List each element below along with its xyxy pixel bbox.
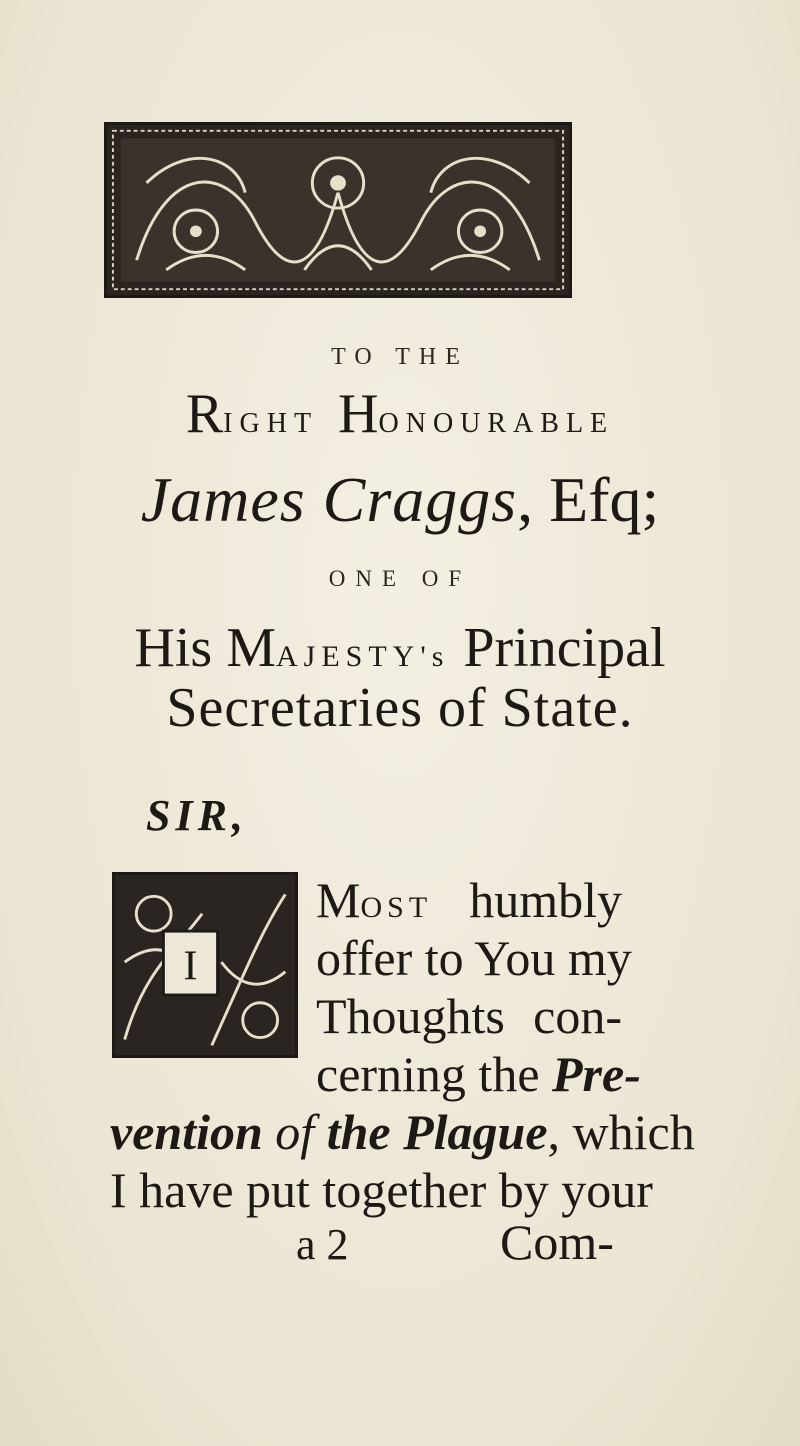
body-line-5 [110, 1104, 695, 1160]
name-italic: James Craggs [140, 464, 518, 535]
name-comma: , [517, 464, 534, 535]
catchword: Com- [500, 1214, 614, 1270]
ornamental-headpiece [104, 122, 572, 298]
salutation: SIR, [146, 791, 248, 840]
line1-cap: M [316, 872, 361, 928]
body-line-4 [316, 1046, 641, 1102]
headpiece-ornament-icon [107, 125, 569, 295]
decorated-initial [112, 872, 298, 1058]
initial-letter: I [183, 942, 198, 990]
body-line-1 [316, 872, 622, 936]
right-honourable-line [0, 384, 800, 454]
honourable-rest: ONOURABLE [378, 408, 615, 439]
honourable-cap: H [338, 383, 379, 445]
signature-mark: a 2 [296, 1220, 349, 1269]
secretaries-line: Secretaries of State. [166, 677, 634, 739]
body-line-3: Thoughts con- [316, 988, 622, 1044]
majesty-cap: M [226, 617, 276, 679]
line4-italic: Pre- [552, 1046, 641, 1102]
line5-the-plague: the Plague [326, 1104, 548, 1160]
majesty-rest: AJESTY's [275, 640, 450, 673]
principal-word: Principal [463, 617, 666, 679]
right-cap: R [185, 383, 224, 445]
body-line-6: I have put together by your [110, 1162, 653, 1218]
initial-ornament-icon [115, 875, 295, 1055]
one-of-line: ONE OF [328, 566, 472, 591]
to-the-line: TO THE [331, 344, 469, 370]
line4-plain: cerning the [316, 1046, 540, 1102]
line1-smallcaps: OST [360, 891, 433, 924]
line5-vention: vention [110, 1104, 263, 1160]
dedicatee-name [0, 460, 800, 540]
esquire: Efq; [549, 464, 660, 535]
body-line-2: offer to You my [316, 930, 632, 986]
line5-of: of [275, 1104, 315, 1160]
line1-rest: humbly [469, 872, 622, 928]
right-rest: IGHT [223, 408, 319, 439]
line5-rest: , which [547, 1104, 695, 1160]
his-word: His [134, 617, 213, 679]
